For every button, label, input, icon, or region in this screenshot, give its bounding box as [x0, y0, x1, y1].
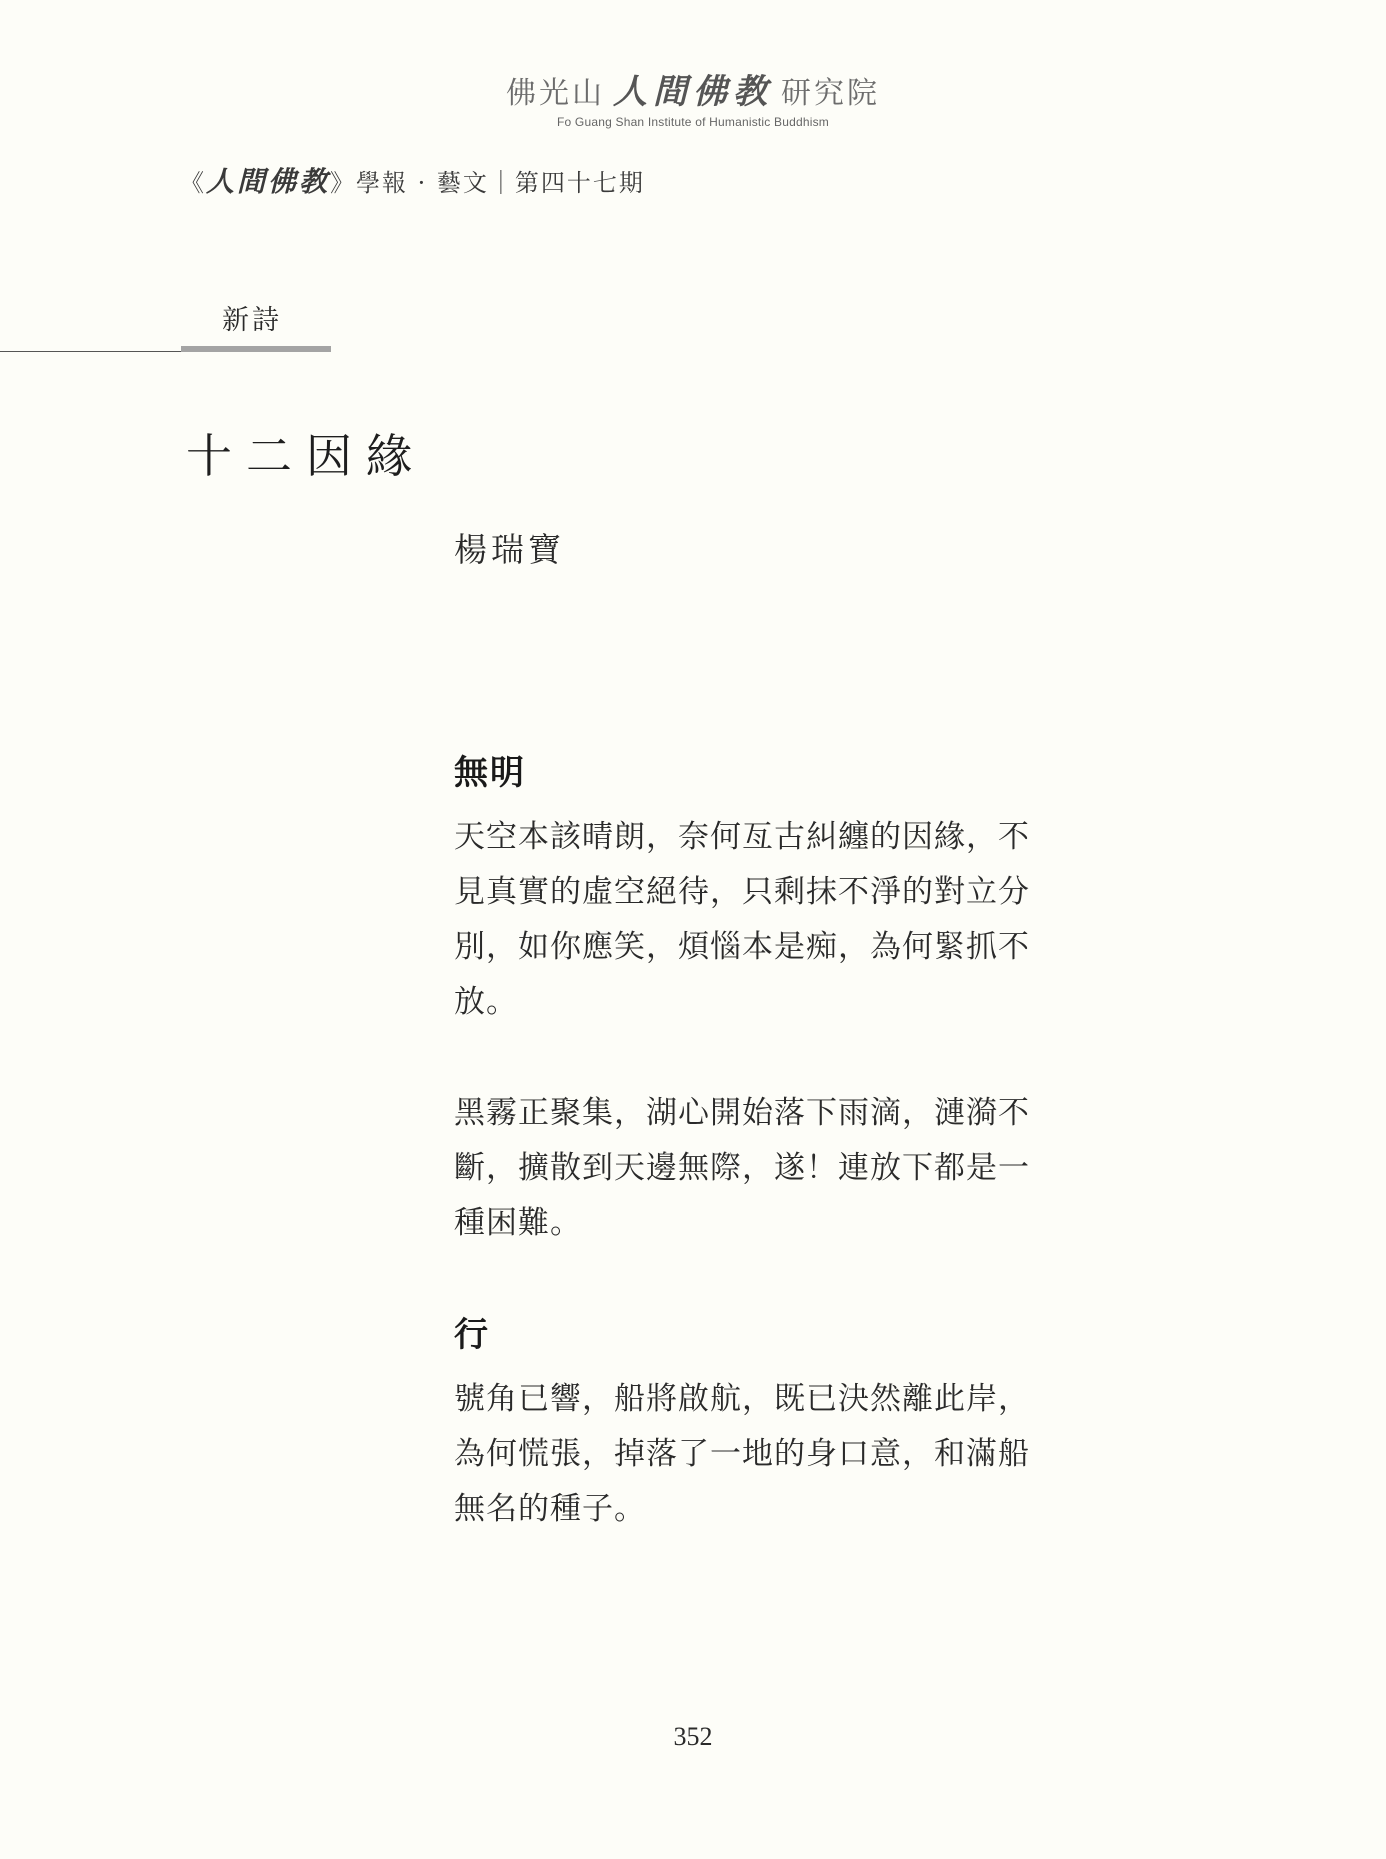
institute-suffix: 研究院: [781, 76, 880, 111]
journal-running-header: [180, 160, 645, 200]
journal-open-bracket: 《: [180, 169, 206, 197]
poem-paragraph: 天空本該晴朗，奈何亙古糾纏的因緣，不見真實的虛空絕待，只剩抹不淨的對立分別，如你應笑，煩惱本是痴，為何緊抓不放。: [454, 819, 1030, 1020]
article-body: [454, 745, 1054, 1537]
poem-paragraph: 黑霧正聚集，湖心開始落下雨滴，漣漪不斷，擴散到天邊無際，遂！連放下都是一種困難。: [454, 1095, 1030, 1241]
journal-name: 人間佛教: [206, 165, 331, 198]
institute-emph-logo: 人間佛教: [613, 72, 773, 112]
journal-close-bracket: 》: [330, 169, 357, 197]
section-heading-wuming: 無明: [454, 753, 526, 793]
institute-prefix: 佛光山: [506, 76, 605, 111]
section-label: 新詩: [222, 305, 282, 336]
section-tab-bar: [181, 346, 331, 352]
page-number: 352: [673, 1722, 713, 1751]
article-author: 楊瑞寶: [454, 530, 565, 569]
institute-name: [0, 64, 1386, 113]
journal-issue: 學報 · 藝文｜第四十七期: [356, 169, 645, 197]
section-heading-xing: 行: [454, 1315, 490, 1355]
institute-english-name: Fo Guang Shan Institute of Humanistic Buddhism: [556, 115, 829, 129]
poem-paragraph: 號角已響，船將啟航，既已決然離此岸，為何慌張，掉落了一地的身口意，和滿船無名的種子。: [454, 1381, 1030, 1527]
article-title: 十二因緣: [186, 429, 426, 483]
institute-header: [0, 64, 1386, 129]
